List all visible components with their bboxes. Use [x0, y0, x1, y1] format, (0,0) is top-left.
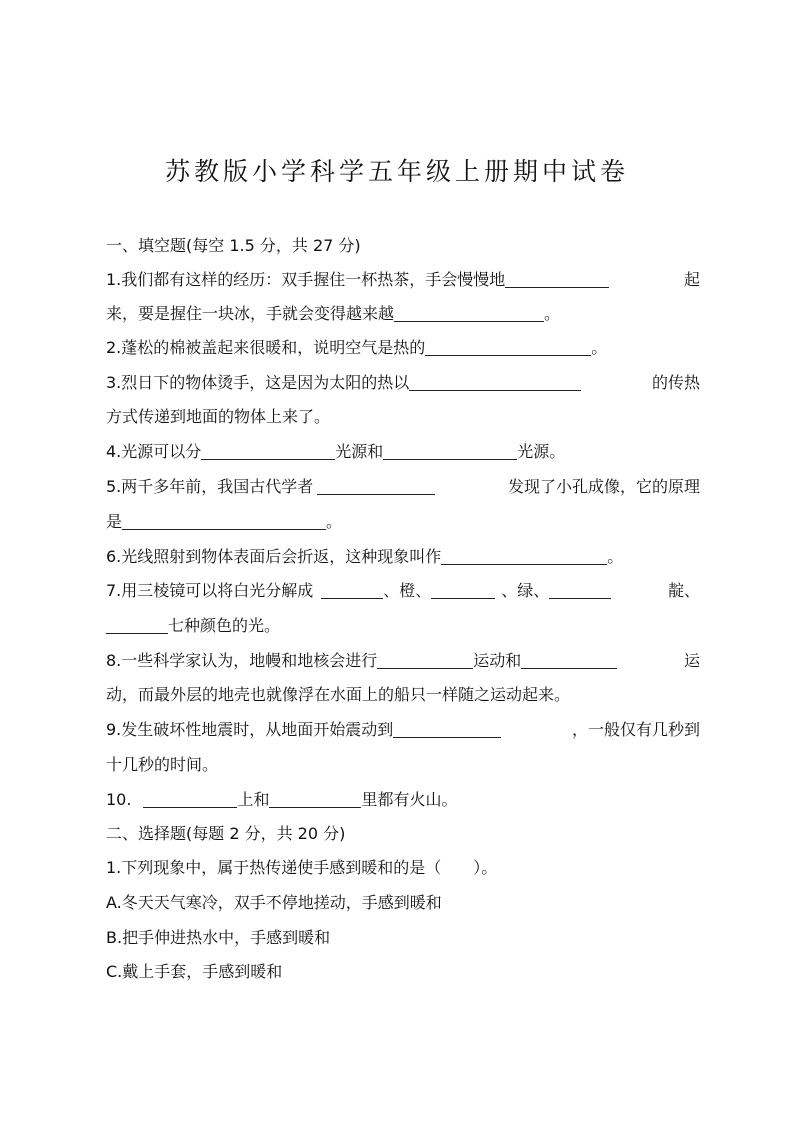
- question-1-line2: [106, 304, 700, 324]
- question-text: 运动和: [473, 651, 522, 670]
- answer-blank[interactable]: [409, 374, 581, 391]
- question-text: 8.一些科学家认为，地幔和地核会进行: [106, 651, 378, 670]
- question-text: 9.发生破坏性地震时，从地面开始震动到: [106, 720, 394, 739]
- answer-blank[interactable]: [321, 582, 383, 599]
- question-6: [106, 547, 700, 567]
- question-text: 7.用三棱镜可以将白光分解成: [106, 581, 314, 600]
- question-text: 的传热: [651, 373, 700, 392]
- question-text: 上和: [237, 790, 270, 809]
- answer-blank[interactable]: [201, 443, 335, 460]
- question-text: 。: [326, 512, 343, 531]
- question-text: 是: [106, 512, 123, 531]
- choice-option-c[interactable]: C.戴上手套，手感到暖和: [106, 962, 283, 981]
- question-5-line1: [106, 477, 700, 497]
- question-5-line2: [106, 512, 700, 532]
- question-4: [106, 442, 700, 462]
- answer-blank[interactable]: [106, 617, 168, 634]
- answer-blank[interactable]: [269, 791, 361, 808]
- answer-blank[interactable]: [441, 548, 607, 565]
- choice-option-a[interactable]: A.冬天天气寒冷，双手不停地搓动，手感到暖和: [106, 893, 442, 912]
- answer-blank[interactable]: [521, 652, 617, 669]
- question-text: 3.烈日下的物体烫手，这是因为太阳的热以: [106, 373, 410, 392]
- page-title: 苏教版小学科学五年级上册期中试卷: [164, 157, 629, 186]
- question-text: 起: [683, 270, 700, 289]
- question-text: 、橙、: [383, 581, 432, 600]
- answer-blank[interactable]: [383, 443, 517, 460]
- answer-blank[interactable]: [394, 305, 544, 322]
- answer-blank[interactable]: [549, 582, 611, 599]
- question-text: 6.光线照射到物体表面后会折返，这种现象叫作: [106, 547, 442, 566]
- question-text: 4.光源可以分: [106, 442, 202, 461]
- answer-blank[interactable]: [122, 513, 326, 530]
- question-text: 。: [591, 338, 608, 357]
- question-text: 。: [607, 547, 624, 566]
- question-text: 来，要是握住一块冰，手就会变得越来越: [106, 304, 395, 323]
- question-text: ，一般仅有几秒到: [571, 720, 700, 739]
- question-text: 2.蓬松的棉被盖起来很暖和，说明空气是热的: [106, 338, 426, 357]
- question-3-line1: [106, 373, 700, 393]
- question-text: 发现了小孔成像，它的原理: [507, 477, 700, 496]
- question-text: 光源。: [517, 442, 566, 461]
- section2-heading: 二、选择题(每题 2 分，共 20 分): [106, 824, 346, 843]
- question-3-line2: 方式传递到地面的物体上来了。: [106, 407, 331, 426]
- answer-blank[interactable]: [317, 478, 435, 495]
- answer-blank[interactable]: [377, 652, 473, 669]
- choice-option-b[interactable]: B.把手伸进热水中，手感到暖和: [106, 928, 331, 947]
- answer-blank[interactable]: [425, 339, 591, 356]
- question-7-line1: [106, 581, 700, 601]
- question-9-line2: 十几秒的时间。: [106, 755, 219, 774]
- question-text: 靛、: [667, 581, 700, 600]
- question-text: 1.我们都有这样的经历：双手握住一杯热茶，手会慢慢地: [106, 270, 506, 289]
- question-text: 、绿、: [501, 581, 550, 600]
- question-1-line1: [106, 270, 700, 290]
- answer-blank[interactable]: [505, 271, 609, 288]
- question-9-line1: [106, 720, 700, 740]
- question-text: 10.: [106, 790, 132, 809]
- question-10: [106, 790, 700, 810]
- question-8-line1: [106, 651, 700, 671]
- question-text: 运: [683, 651, 700, 670]
- question-7-line2: [106, 616, 700, 636]
- answer-blank[interactable]: [431, 582, 495, 599]
- answer-blank[interactable]: [143, 791, 237, 808]
- question-2: [106, 338, 700, 358]
- choice-question-1: 1.下列现象中，属于热传递使手感到暖和的是（ ）。: [106, 858, 498, 877]
- question-text: 光源和: [335, 442, 384, 461]
- question-text: 七种颜色的光。: [168, 616, 281, 635]
- answer-blank[interactable]: [393, 721, 501, 738]
- question-text: 5.两千多年前，我国古代学者: [106, 477, 314, 496]
- question-8-line2: 动，而最外层的地壳也就像浮在水面上的船只一样随之运动起来。: [106, 685, 571, 704]
- question-text: 。: [544, 304, 561, 323]
- section1-heading: 一、填空题(每空 1.5 分，共 27 分): [106, 236, 361, 255]
- question-text: 里都有火山。: [361, 790, 458, 809]
